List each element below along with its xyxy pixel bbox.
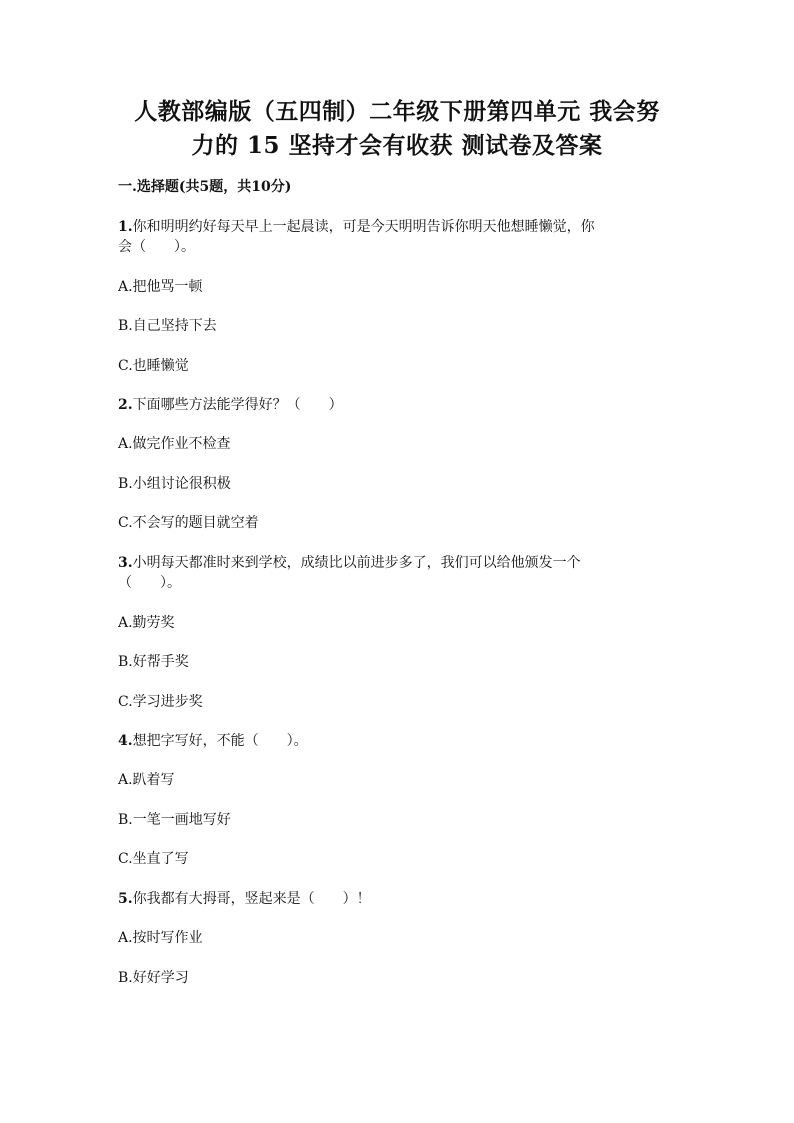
section-heading: 一.选择题(共5题，共10分) bbox=[118, 179, 292, 195]
question-number: 1. bbox=[118, 219, 133, 235]
question-text: 你我都有大拇哥，竖起来是（ ）！ bbox=[132, 891, 371, 907]
question-2-stem bbox=[118, 395, 678, 415]
question-number: 5. bbox=[118, 891, 133, 907]
question-3-option-c: C.学习进步奖 bbox=[118, 694, 203, 710]
question-text: 想把字写好，不能（ ）。 bbox=[132, 733, 308, 749]
question-number: 3. bbox=[118, 555, 133, 571]
question-2-option-b: B.小组讨论很积极 bbox=[118, 476, 231, 492]
question-3-option-b: B.好帮手奖 bbox=[118, 654, 189, 670]
question-number: 2. bbox=[118, 397, 133, 413]
question-3-stem bbox=[118, 553, 678, 573]
question-5-option-b: B.好好学习 bbox=[118, 970, 189, 986]
question-text: 小明每天都准时来到学校，成绩比以前进步多了，我们可以给他颁发一个 bbox=[132, 555, 581, 571]
question-1-stem bbox=[118, 217, 678, 237]
question-1-stem-continued: 会（ ）。 bbox=[118, 239, 195, 255]
question-1-option-b: B.自己坚持下去 bbox=[118, 318, 217, 334]
question-1-option-c: C.也睡懒觉 bbox=[118, 358, 189, 374]
document-title-line-1: 人教部编版（五四制）二年级下册第四单元 我会努 bbox=[134, 98, 660, 125]
question-number: 4. bbox=[118, 733, 133, 749]
question-text: 你和明明约好每天早上一起晨读，可是今天明明告诉你明天他想睡懒觉，你 bbox=[132, 219, 595, 235]
question-text: 下面哪些方法能学得好？（ ） bbox=[132, 397, 343, 413]
question-4-option-b: B.一笔一画地写好 bbox=[118, 812, 231, 828]
question-5-stem bbox=[118, 889, 678, 909]
question-4-option-a: A.趴着写 bbox=[118, 772, 175, 788]
question-3-stem-continued: （ ）。 bbox=[118, 575, 181, 591]
question-4-option-c: C.坐直了写 bbox=[118, 851, 189, 867]
question-2-option-c: C.不会写的题目就空着 bbox=[118, 515, 259, 531]
question-5-option-a: A.按时写作业 bbox=[118, 930, 203, 946]
question-3-option-a: A.勤劳奖 bbox=[118, 615, 175, 631]
document-title-line-2: 力的 15 坚持才会有收获 测试卷及答案 bbox=[191, 132, 603, 159]
question-4-stem bbox=[118, 731, 678, 751]
question-1-option-a: A.把他骂一顿 bbox=[118, 279, 203, 295]
question-2-option-a: A.做完作业不检查 bbox=[118, 436, 231, 452]
